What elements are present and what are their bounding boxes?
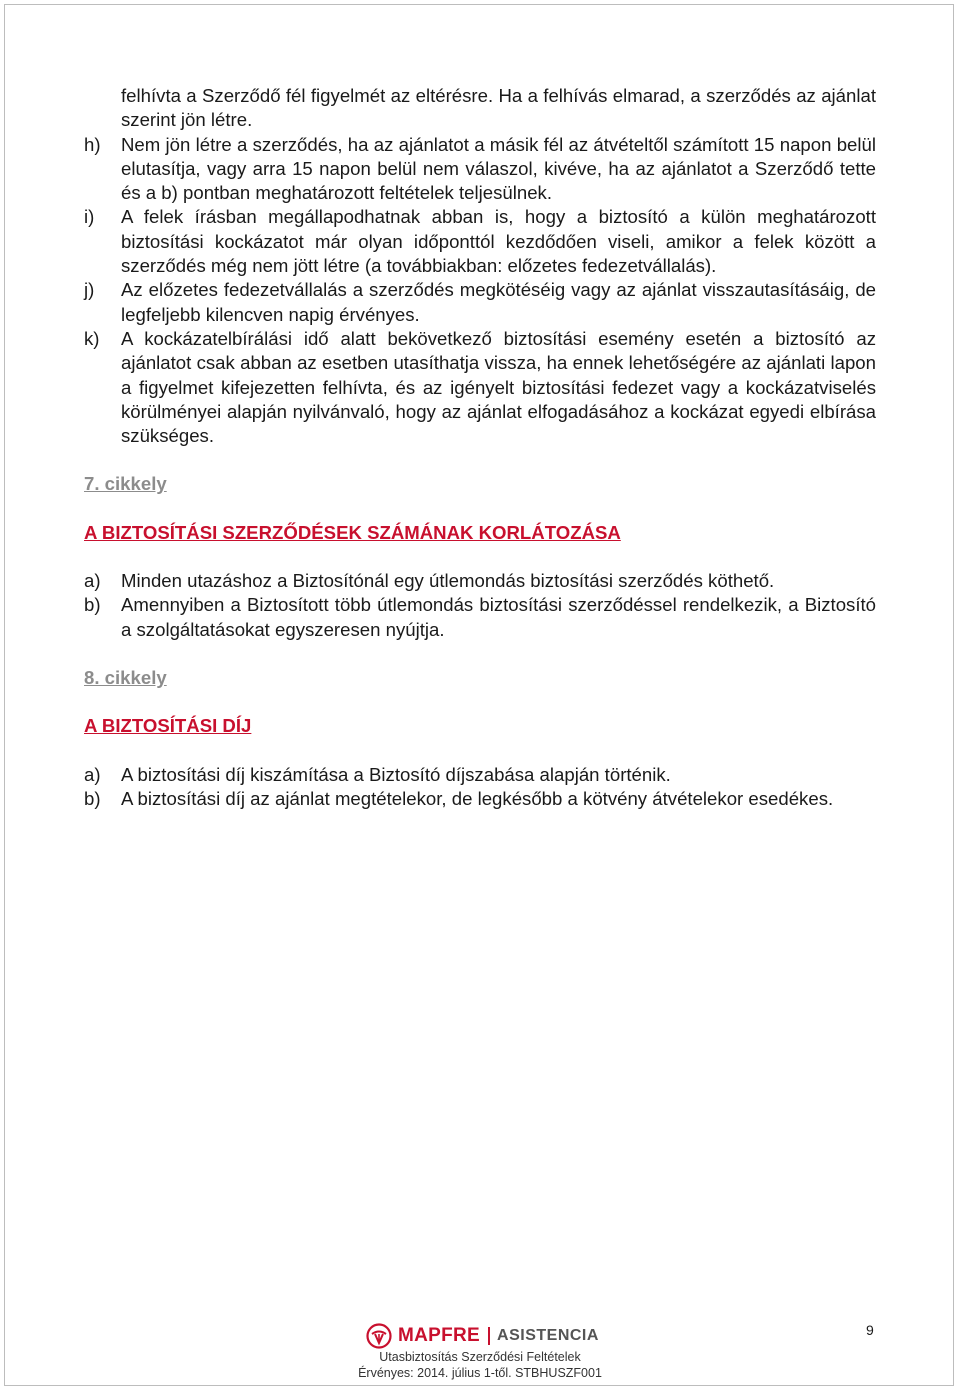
list-item-label: j)	[84, 279, 95, 301]
section-8-cikkely: 8. cikkely	[84, 666, 167, 688]
section-7-item-a	[84, 569, 876, 593]
list-item-label: a)	[84, 570, 101, 592]
list-item-text: A biztosítási díj az ajánlat megtételekor, de legkésőbb a kötvény átvételekor esedékes.	[121, 787, 834, 809]
continuation-paragraph: felhívta a Szerződő fél figyelmét az eltérésre. Ha a felhívás elmarad, a szerződés az ajánlat szerint jön létre.	[121, 85, 876, 131]
section-7-heading: A BIZTOSÍTÁSI SZERZŐDÉSEK SZÁMÁNAK KORLÁTOZÁSA	[84, 521, 621, 543]
page-footer	[0, 1318, 960, 1382]
list-item-text: Amennyiben a Biztosított több útlemondás biztosítási szerződéssel rendelkezik, a Biztosító a szolgáltatásokat egyszeresen nyújtja.	[121, 594, 876, 640]
section-7-item-b	[84, 593, 876, 642]
section-8-item-b	[84, 787, 876, 811]
footer-title: Utasbiztosítás Szerződési Feltételek	[379, 1350, 581, 1364]
logo-separator	[488, 1327, 490, 1345]
section-8-heading: A BIZTOSÍTÁSI DÍJ	[84, 715, 252, 737]
mapfre-emblem-icon	[366, 1323, 392, 1349]
list-item-label: b)	[84, 787, 101, 809]
list-item-k	[84, 327, 876, 448]
list-item-label: k)	[84, 327, 100, 349]
list-item-text: A felek írásban megállapodhatnak abban is, hogy a biztosító a külön meghatározott biztosítási kockázatot már olyan időponttól kezdődően viseli, amikor a felek között a szerződés még nem jött létre (a továbbiakban: előzetes fedezetvállalás).	[121, 206, 876, 277]
list-item-h	[84, 133, 876, 206]
list-item-text: Nem jön létre a szerződés, ha az ajánlatot a másik fél az átvételtől számított 15 napon belül elutasítja, vagy arra 15 napon belül nem válaszol, kivéve, ha az ajánlatot a Szerződő tette és a b) pontban meghatározott feltételek teljesülnek.	[121, 133, 876, 204]
list-item-label: h)	[84, 133, 101, 155]
logo-brand-text: MAPFRE	[398, 1325, 481, 1346]
section-8-item-a	[84, 763, 876, 787]
list-item-label: a)	[84, 763, 101, 785]
list-item-text: A kockázatelbírálási idő alatt bekövetkező biztosítási esemény esetén a biztosító az ajánlatot csak abban az esetben utasíthatja vissza, ha ennek lehetőségére az ajánlati lapon a figyelmet kifejezetten felhívta, és az igényelt biztosítási fedezet vagy a kockázatviselés körülményei alapján nyilvánvaló, hogy az ajánlat elfogadásához a kockázat egyedi elbírása szükséges.	[121, 327, 876, 447]
mapfre-asistencia-logo	[366, 1322, 599, 1350]
list-item-j	[84, 278, 876, 327]
section-7-cikkely: 7. cikkely	[84, 473, 167, 495]
page-number: 9	[866, 1322, 874, 1338]
document-body	[84, 84, 876, 811]
logo-subbrand-text: ASISTENCIA	[497, 1327, 599, 1344]
list-item-text: Az előzetes fedezetvállalás a szerződés megkötéséig vagy az ajánlat visszautasításáig, de legfeljebb kilencven napig érvényes.	[121, 279, 876, 325]
list-item-text: A biztosítási díj kiszámítása a Biztosító díjszabása alapján történik.	[121, 763, 671, 785]
footer-validity: Érvényes: 2014. július 1-től. STBHUSZF001	[358, 1366, 602, 1380]
list-item-label: i)	[84, 206, 95, 228]
list-item-i	[84, 205, 876, 278]
list-item-label: b)	[84, 594, 101, 616]
list-item-text: Minden utazáshoz a Biztosítónál egy útlemondás biztosítási szerződés köthető.	[121, 570, 775, 592]
